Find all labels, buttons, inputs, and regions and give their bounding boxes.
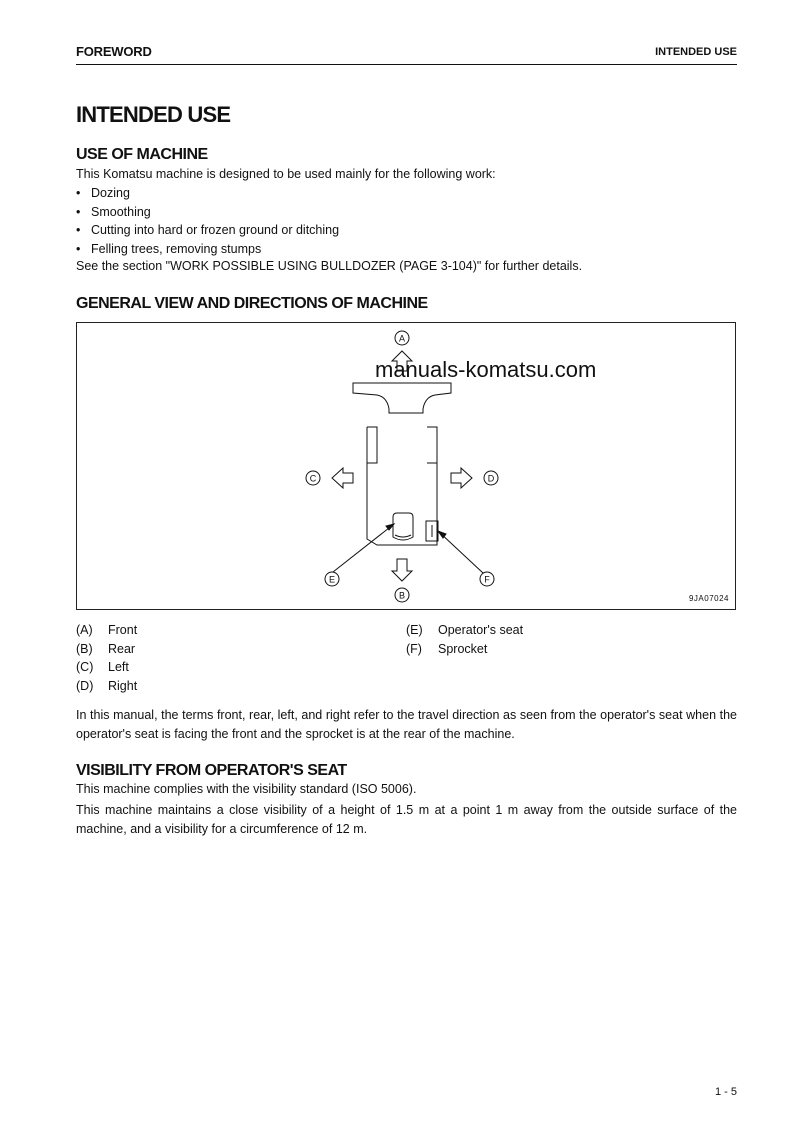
legend-row <box>76 658 137 677</box>
seat-leader-line <box>333 524 394 572</box>
list-item-text: Smoothing <box>91 204 151 219</box>
bullet-icon: • <box>76 242 81 257</box>
left-track <box>367 427 377 463</box>
legend-label: Rear <box>108 641 136 656</box>
legend-row <box>406 621 523 640</box>
legend-label: Left <box>108 660 129 675</box>
header-chapter: INTENDED USE <box>655 46 737 58</box>
sprocket-leader-line <box>438 531 483 573</box>
legend-row <box>76 640 137 659</box>
list-item-text: Dozing <box>91 186 130 200</box>
machine-directions-figure <box>76 322 736 610</box>
page-number: 1 - 5 <box>714 1086 737 1098</box>
seat-back <box>395 535 411 537</box>
list-item-text: Felling trees, removing stumps <box>91 242 262 257</box>
list-item-text: Cutting into hard or frozen ground or ditching <box>91 223 340 238</box>
callout-f-label: F <box>484 574 490 585</box>
callout-d-label: D <box>487 473 495 484</box>
list-item <box>76 203 339 222</box>
see-section-reference: See the section "WORK POSSIBLE USING BULLDOZER (PAGE 3-104)" for further details. <box>76 259 583 273</box>
legend-label: Front <box>108 623 138 637</box>
bullet-icon: • <box>76 204 81 219</box>
bullet-icon: • <box>76 223 81 238</box>
list-item <box>76 184 339 203</box>
legend-key: (D) <box>76 679 94 694</box>
legend-key: (F) <box>406 641 422 656</box>
visibility-heading: VISIBILITY FROM OPERATOR'S SEAT <box>76 762 347 779</box>
page-title: INTENDED USE <box>76 102 231 127</box>
figure-code: 9JA07024 <box>688 594 729 603</box>
callout-b-label: B <box>398 590 406 601</box>
legend-key: (B) <box>76 641 93 656</box>
right-arrow-icon <box>451 468 472 488</box>
legend-row <box>406 640 523 659</box>
list-item <box>76 221 339 240</box>
use-of-machine-heading: USE OF MACHINE <box>76 146 208 163</box>
legend-key: (C) <box>76 660 94 675</box>
blade-shape <box>353 383 451 413</box>
legend-row <box>76 677 137 696</box>
right-track <box>427 427 437 463</box>
watermark-text: manuals-komatsu.com <box>375 357 597 382</box>
legend-left <box>76 621 137 696</box>
legend-key: (E) <box>406 623 423 637</box>
work-list <box>76 184 339 259</box>
legend-label: Right <box>108 679 138 694</box>
legend-row <box>76 621 137 640</box>
callout-c-label: C <box>309 473 317 484</box>
visibility-detail-text: This machine maintains a close visibility of a height of 1.5 m at a point 1 m away from the outside surface of the machine, and a visibility for a circumference of 12 m. <box>76 803 737 836</box>
legend-right <box>406 621 523 658</box>
directions-note: In this manual, the terms front, rear, left, and right refer to the travel direction as seen from the operator's seat when the operator's seat is facing the front and the sprocket is at the rear of the machine. <box>76 708 737 741</box>
callout-a-label: A <box>398 333 406 344</box>
header-rule <box>76 64 737 65</box>
visibility-standard-text: This machine complies with the visibility standard (ISO 5006). <box>76 782 417 796</box>
header-section: FOREWORD <box>76 44 152 59</box>
general-view-heading: GENERAL VIEW AND DIRECTIONS OF MACHINE <box>76 295 428 312</box>
left-arrow-icon <box>332 468 353 488</box>
rear-arrow-icon <box>392 559 412 581</box>
legend-label: Operator's seat <box>438 623 524 637</box>
bullet-icon: • <box>76 186 81 200</box>
use-of-machine-intro: This Komatsu machine is designed to be used mainly for the following work: <box>76 167 496 181</box>
legend-label: Sprocket <box>438 641 488 656</box>
list-item <box>76 240 339 259</box>
legend-key: (A) <box>76 623 93 637</box>
callout-e-label: E <box>328 574 336 585</box>
